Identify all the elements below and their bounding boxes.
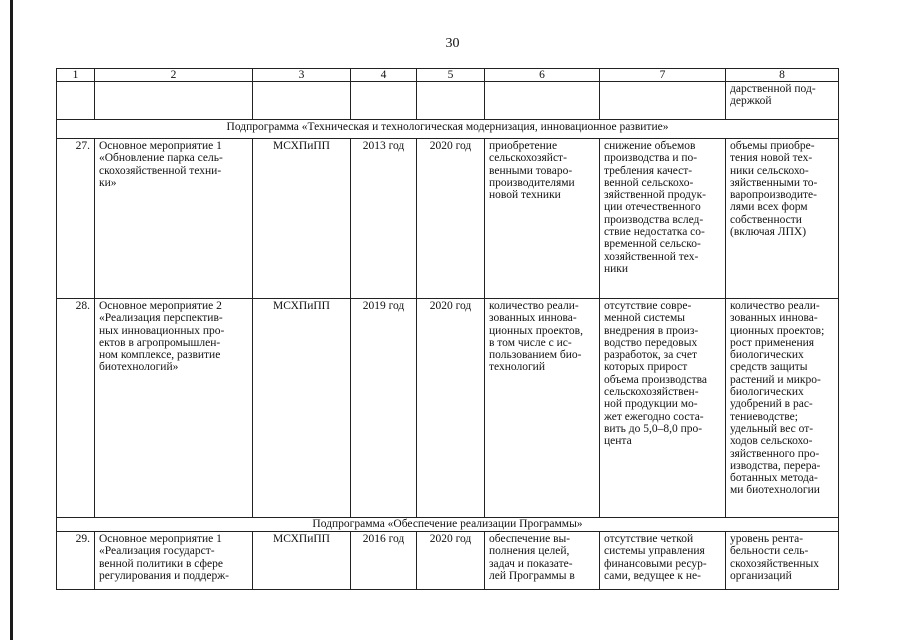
continuation-indicators: дарственной под- держкой [726, 82, 839, 120]
subprogram-title: Подпрограмма «Техническая и технологическая модернизация, инновационное развитие» [57, 120, 839, 139]
end-year: 2020 год [417, 299, 485, 518]
consequences: отсутствие совре- менной системы внедрения в произ- водство передовых разработок, за счет которых прирост объема производства сельскохозяйствен- ной продукции мо- жет ежегодно соста- вить до 5,0–8,0 про- цента [600, 299, 726, 518]
end-year: 2020 год [417, 139, 485, 299]
indicators: количество реали- зованных иннова- ционных проектов; рост применения биологических средств защиты растений и микро- биологических удобрений в рас- тениеводстве; удельный вес от- ходов сельскохо- зяйственного про- изводства, перера- ботанных метода- ми биотехнологии [726, 299, 839, 518]
continuation-row [57, 82, 839, 120]
row-number: 27. [57, 139, 95, 299]
col-header-4: 4 [351, 69, 417, 82]
col-header-7: 7 [600, 69, 726, 82]
activity-name: Основное мероприятие 1 «Обновление парка сель- скохозяйственной техни- ки» [95, 139, 253, 299]
column-number-row [57, 69, 839, 82]
indicators: уровень рента- бельности сель- скохозяйственных организаций [726, 532, 839, 590]
col-header-8: 8 [726, 69, 839, 82]
indicators: объемы приобре- тения новой тех- ники сельскохо- зяйственными то- варопроизводите- лями всех форм собственности (включая ЛПХ) [726, 139, 839, 299]
col-header-1: 1 [57, 69, 95, 82]
table-row [57, 299, 839, 518]
expected-result: приобретение сельскохозяйст- венными товаро- производителями новой техники [485, 139, 600, 299]
subprogram-row [57, 120, 839, 139]
page-number: 30 [445, 36, 460, 51]
program-table [56, 68, 839, 590]
table-row [57, 139, 839, 299]
row-number: 28. [57, 299, 95, 518]
expected-result: количество реали- зованных иннова- ционных проектов, в том числе с ис- пользованием био- технологий [485, 299, 600, 518]
table-row [57, 532, 839, 590]
consequences: снижение объемов производства и по- требления качест- венной сельскохо- зяйственной продук- ции отечественного производства вслед- ствие недостатка со- временной сельско- хозяйственной тех- ники [600, 139, 726, 299]
subprogram-title: Подпрограмма «Обеспечение реализации Программы» [57, 518, 839, 532]
row-number: 29. [57, 532, 95, 590]
col-header-2: 2 [95, 69, 253, 82]
scan-border [10, 0, 13, 640]
activity-name: Основное мероприятие 1 «Реализация государст- венной политики в сфере регулирования и поддерж- [95, 532, 253, 590]
end-year: 2020 год [417, 532, 485, 590]
executor: МСХПиПП [253, 139, 351, 299]
col-header-3: 3 [253, 69, 351, 82]
start-year: 2016 год [351, 532, 417, 590]
start-year: 2019 год [351, 299, 417, 518]
expected-result: обеспечение вы- полнения целей, задач и показате- лей Программы в [485, 532, 600, 590]
col-header-6: 6 [485, 69, 600, 82]
consequences: отсутствие четкой системы управления финансовыми ресур- сами, ведущее к не- [600, 532, 726, 590]
subprogram-row [57, 518, 839, 532]
start-year: 2013 год [351, 139, 417, 299]
executor: МСХПиПП [253, 299, 351, 518]
col-header-5: 5 [417, 69, 485, 82]
activity-name: Основное мероприятие 2 «Реализация перспектив- ных инновационных про- ектов в агропромышлен- ном комплексе, развитие биотехнологий» [95, 299, 253, 518]
executor: МСХПиПП [253, 532, 351, 590]
